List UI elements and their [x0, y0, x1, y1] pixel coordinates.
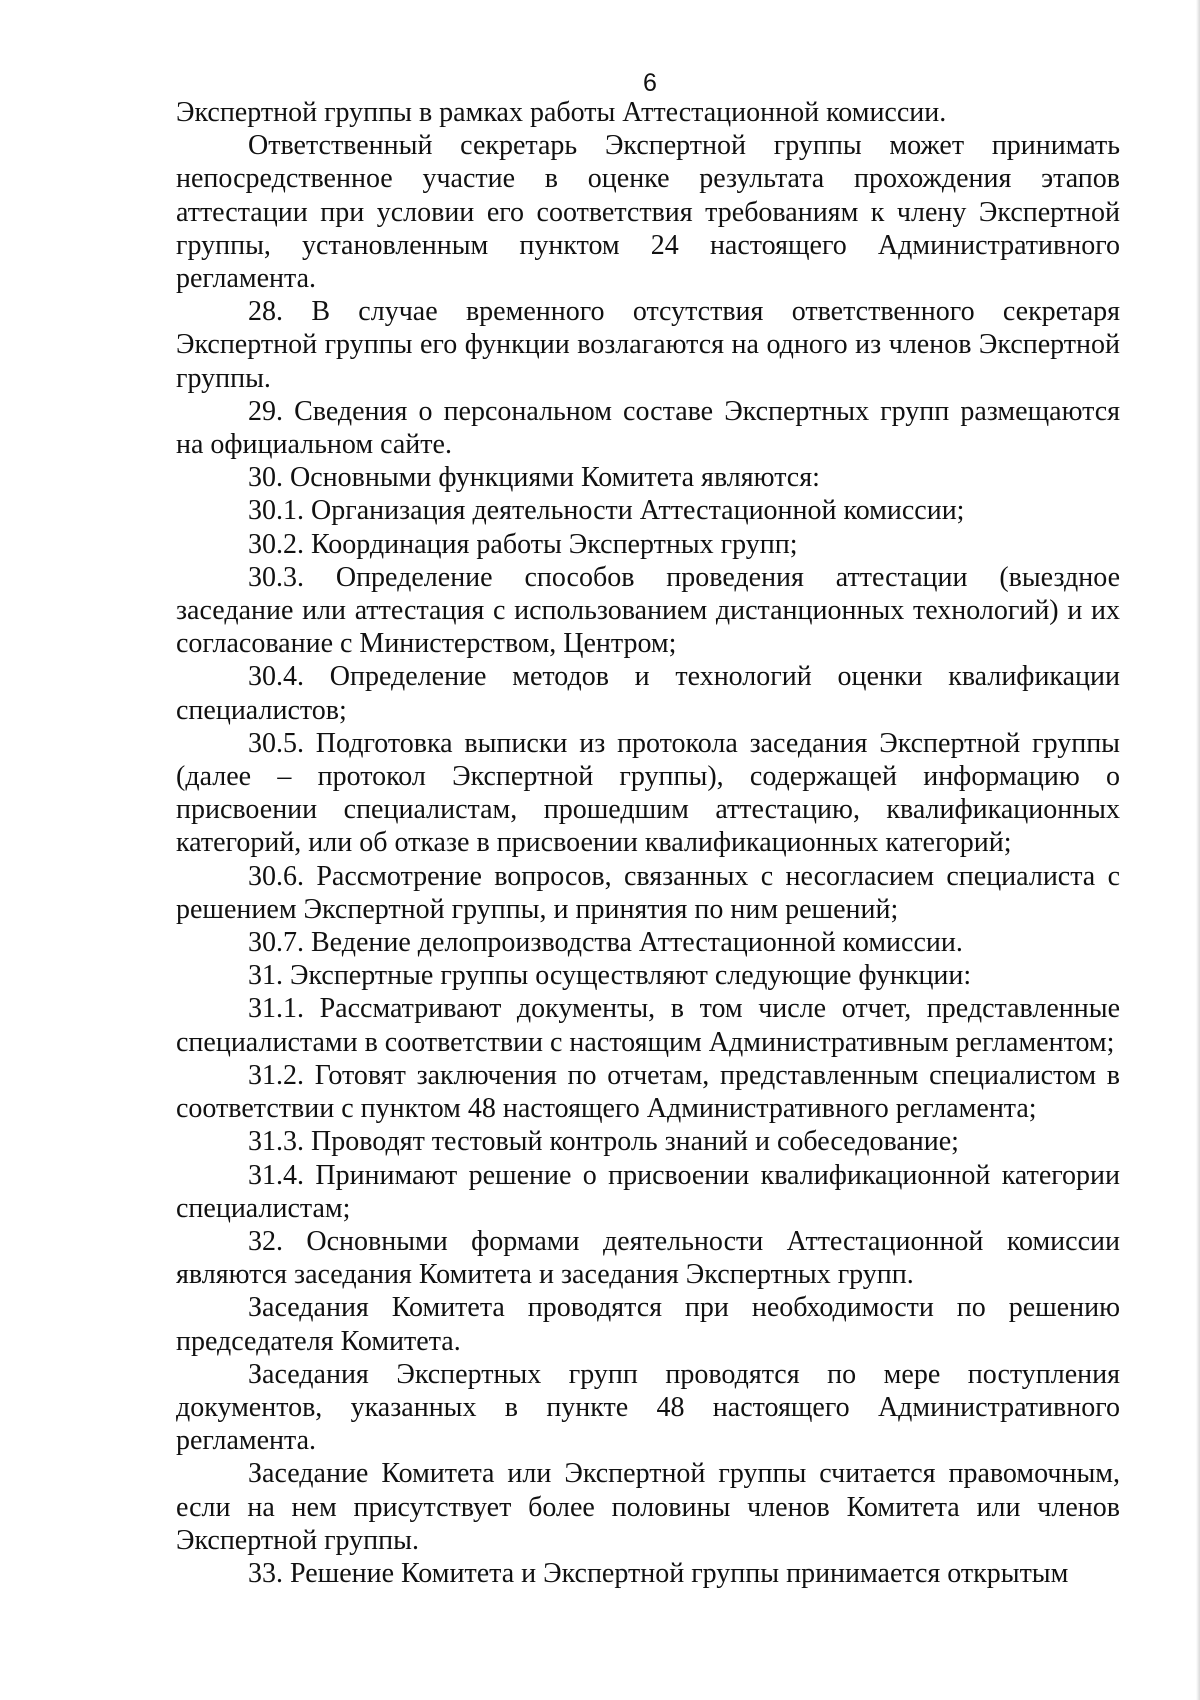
paragraph: 33. Решение Комитета и Экспертной группы принимается открытым	[248, 1557, 1069, 1589]
paragraph: 32. Основными формами деятельности Аттестационной комиссии являются заседания Комитета и заседания Экспертных групп.	[176, 1225, 1120, 1291]
scan-edge-shadow	[1196, 0, 1200, 1700]
paragraph: 31.4. Принимают решение о присвоении квалификационной категории специалистам;	[176, 1159, 1120, 1224]
paragraph: Заседания Экспертных групп проводятся по мере поступления документов, указанных в пункте 48 настоящего Административного регламента.	[176, 1358, 1120, 1457]
paragraph: Ответственный секретарь Экспертной группы может принимать непосредственное участие в оценке результата прохождения этапов аттестации при условии его соответствия требованиям к члену Экспертной группы, установленным пунктом 24 настоящего Административного регламента.	[176, 130, 1120, 295]
paragraph: 30. Основными функциями Комитета являются:	[248, 462, 820, 494]
paragraph: 31.3. Проводят тестовый контроль знаний и собеседование;	[248, 1126, 959, 1158]
paragraph: 30.5. Подготовка выписки из протокола заседания Экспертной группы (далее – протокол Экспертной группы), содержащей информацию о присвоении специалистам, прошедшим аттестацию, квалификационных категорий, или об отказе в присвоении квалификационных категорий;	[176, 727, 1120, 859]
paragraph: 28. В случае временного отсутствия ответственного секретаря Экспертной группы его функции возлагаются на одного из членов Экспертной группы.	[176, 296, 1120, 394]
paragraph: 31.2. Готовят заключения по отчетам, представленным специалистом в соответствии с пунктом 48 настоящего Административного регламента;	[176, 1059, 1120, 1125]
paragraph: Заседание Комитета или Экспертной группы считается правомочным, если на нем присутствует более половины членов Комитета или членов Экспертной группы.	[176, 1458, 1120, 1556]
paragraph: 29. Сведения о персональном составе Экспертных групп размещаются на официальном сайте.	[176, 395, 1120, 461]
paragraph: 31.1. Рассматривают документы, в том числе отчет, представленные специалистами в соответствии с настоящим Административным регламентом;	[176, 993, 1120, 1058]
document-body	[176, 96, 1120, 1590]
paragraph: 30.1. Организация деятельности Аттестационной комиссии;	[248, 495, 965, 527]
paragraph: Экспертной группы в рамках работы Аттестационной комиссии.	[176, 97, 947, 128]
paragraph: 30.3. Определение способов проведения аттестации (выездное заседание или аттестация с использованием дистанционных технологий) и их согласование с Министерством, Центром;	[176, 561, 1120, 660]
paragraph: 31. Экспертные группы осуществляют следующие функции:	[248, 960, 972, 992]
page-number: 6	[643, 69, 657, 97]
paragraph: Заседания Комитета проводятся при необходимости по решению председателя Комитета.	[176, 1292, 1120, 1357]
paragraph: 30.7. Ведение делопроизводства Аттестационной комиссии.	[248, 927, 963, 959]
paragraph: 30.6. Рассмотрение вопросов, связанных с несогласием специалиста с решением Экспертной группы, и принятия по ним решений;	[176, 860, 1120, 925]
paragraph: 30.2. Координация работы Экспертных групп;	[248, 528, 798, 560]
paragraph: 30.4. Определение методов и технологий оценки квалификации специалистов;	[176, 661, 1120, 726]
